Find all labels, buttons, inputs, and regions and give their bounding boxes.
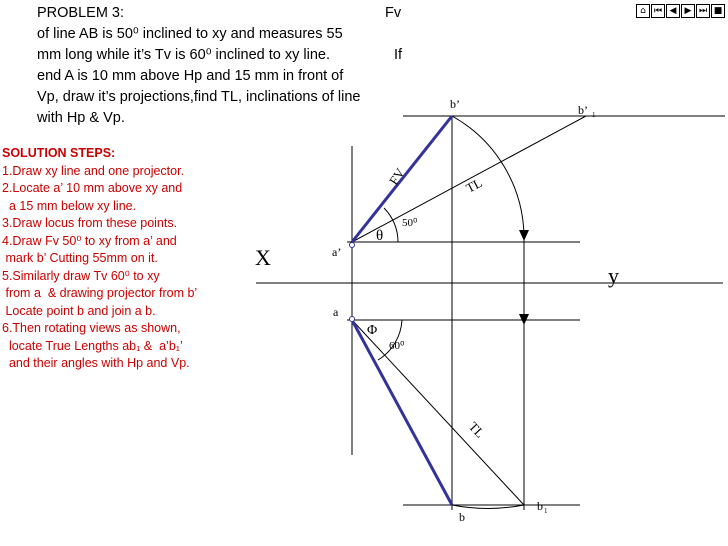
- step-line: 2.Locate a’ 10 mm above xy and: [2, 181, 183, 195]
- angle-50-label: 50⁰: [402, 217, 418, 229]
- prev-slide-icon[interactable]: ◀: [666, 4, 680, 18]
- b-dash-label: b’: [450, 97, 460, 111]
- phi-symbol: Φ: [367, 323, 378, 338]
- theta-symbol: θ: [376, 228, 384, 244]
- x-label: X: [255, 245, 271, 270]
- step-line: 5.Similarly draw Tv 60⁰ to xy: [2, 268, 160, 283]
- home-icon[interactable]: ⌂: [636, 4, 650, 18]
- step-line: locate True Lengths ab₁ & a’b₁’: [2, 338, 183, 353]
- fv-line-label: FV: [385, 165, 408, 188]
- step-line: 1.Draw xy line and one projector.: [2, 163, 185, 178]
- problem-line-2: of line AB is 50⁰ inclined to xy and measures 55: [37, 26, 343, 42]
- problem-line-4: end A is 10 mm above Hp and 15 mm in front of: [37, 68, 344, 84]
- a-label: a: [333, 305, 339, 319]
- step-line: and their angles with Hp and Vp.: [2, 356, 190, 370]
- rotation-arc-tv: [452, 505, 524, 508]
- problem-line-5: Vp, draw it’s projections,find TL, inclinations of line: [37, 89, 361, 105]
- b1-subscript: 1: [544, 507, 548, 515]
- y-label: y: [608, 263, 619, 288]
- tl-bottom-label: TL: [465, 418, 488, 441]
- first-slide-icon[interactable]: ⏮: [651, 4, 665, 18]
- point-a-marker: [350, 317, 355, 322]
- b-label: b: [459, 510, 465, 524]
- step-line: 3.Draw locus from these points.: [2, 216, 178, 230]
- b1-label: b: [537, 499, 543, 513]
- angle-60-label: 60⁰: [389, 340, 405, 352]
- step-line: mark b’ Cutting 55mm on it.: [2, 251, 158, 265]
- step-line: from a & drawing projector from b’: [2, 286, 198, 300]
- problem-line-3: mm long while it’s Tv is 60⁰ inclined to xy line.: [37, 47, 330, 63]
- step-line: 4.Draw Fv 50⁰ to xy from a’ and: [2, 233, 177, 248]
- next-slide-icon[interactable]: ▶: [681, 4, 695, 18]
- problem-line-1: PROBLEM 3:: [37, 5, 125, 21]
- problem-line-6: with Hp & Vp.: [37, 110, 125, 126]
- tl-top-label: TL: [463, 174, 485, 196]
- end-show-icon[interactable]: ■: [711, 4, 725, 18]
- b1-dash-label: b’: [578, 103, 588, 117]
- step-line: 6.Then rotating views as shown,: [2, 321, 181, 335]
- problem-fv-word: Fv: [385, 5, 402, 21]
- step-line: a 15 mm below xy line.: [2, 198, 137, 213]
- rotation-arc-fv: [452, 116, 524, 236]
- last-slide-icon[interactable]: ⏭: [696, 4, 710, 18]
- steps-heading: SOLUTION STEPS:: [2, 146, 116, 160]
- b1-dash-subscript: 1: [592, 111, 596, 119]
- problem-if-word: If: [394, 47, 403, 63]
- point-a-dash-marker: [350, 243, 355, 248]
- angle-arc-50: [384, 208, 398, 242]
- a-dash-label: a’: [332, 245, 342, 259]
- step-line: Locate point b and join a b.: [2, 303, 156, 318]
